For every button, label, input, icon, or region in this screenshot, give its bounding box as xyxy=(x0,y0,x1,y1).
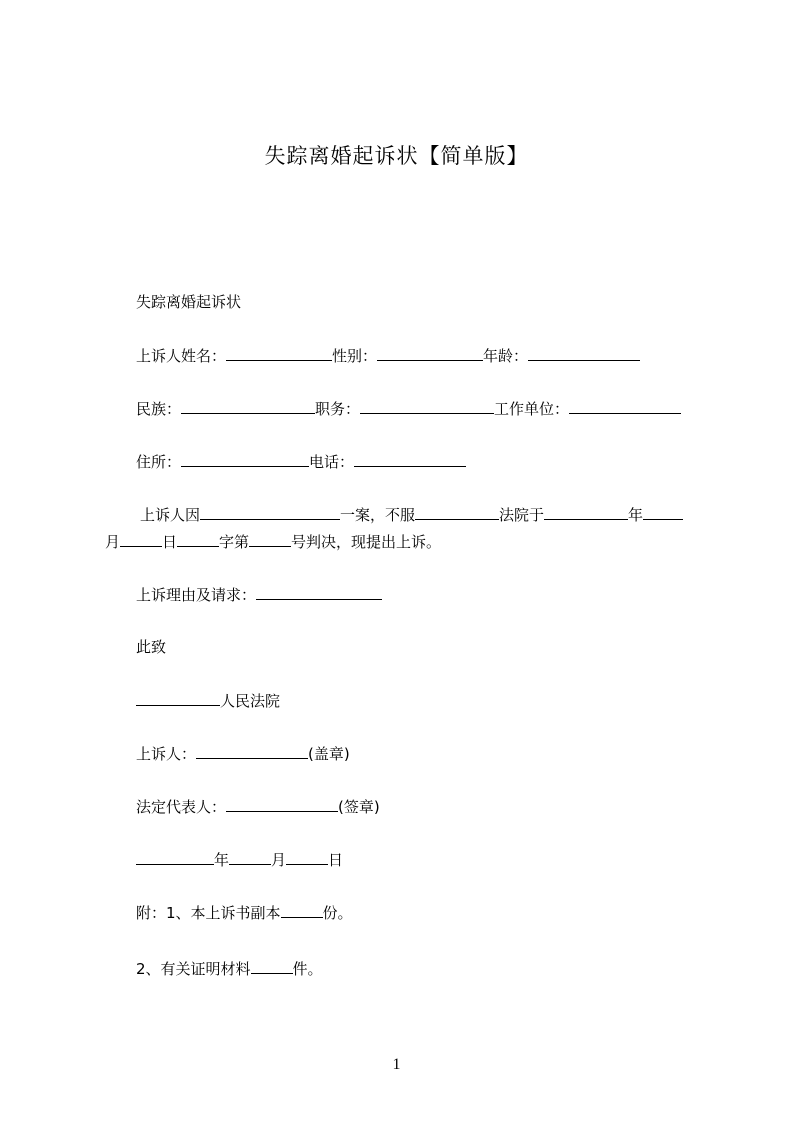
appeal-text: 法院于 xyxy=(499,506,545,524)
salutation: 此致 xyxy=(136,638,167,656)
ethnicity-label: 民族： xyxy=(136,400,182,418)
gender-label: 性别： xyxy=(332,347,378,365)
phone-label: 电话： xyxy=(309,453,355,471)
court-suffix: 人民法院 xyxy=(220,692,281,710)
legal-rep-row xyxy=(136,794,380,819)
appeal-text: 日 xyxy=(162,533,178,551)
appeal-text: 上诉人因 xyxy=(140,506,201,524)
appeal-paragraph-line1 xyxy=(140,502,683,527)
appeal-text: 年 xyxy=(628,506,644,524)
appeal-text: 月 xyxy=(105,533,121,551)
position-label: 职务： xyxy=(315,400,361,418)
appellant-info-row xyxy=(136,343,640,368)
reasons-blank[interactable] xyxy=(256,582,382,600)
phone-blank[interactable] xyxy=(354,449,466,467)
attachment-1-text: 附：1、本上诉书副本 xyxy=(136,904,281,922)
year-blank[interactable] xyxy=(136,847,214,865)
attachment-2-suffix: 件。 xyxy=(292,960,323,978)
address-blank[interactable] xyxy=(181,449,309,467)
court-name-blank[interactable] xyxy=(136,688,220,706)
employer-blank[interactable] xyxy=(569,396,681,414)
legal-rep-blank[interactable] xyxy=(226,794,338,812)
reasons-label: 上诉理由及请求： xyxy=(136,586,257,604)
appellant-label: 上诉人： xyxy=(136,745,197,763)
age-label: 年龄： xyxy=(483,347,529,365)
ethnicity-blank[interactable] xyxy=(181,396,315,414)
page-number: 1 xyxy=(392,1056,401,1073)
age-blank[interactable] xyxy=(528,343,640,361)
ruling-year-blank[interactable] xyxy=(544,502,628,520)
case-blank[interactable] xyxy=(200,502,340,520)
legal-rep-label: 法定代表人： xyxy=(136,798,227,816)
name-blank[interactable] xyxy=(226,343,332,361)
attachment-2-text: 2、有关证明材料 xyxy=(136,960,251,978)
court-blank[interactable] xyxy=(415,502,499,520)
attachment-2 xyxy=(136,956,323,981)
case-code-blank[interactable] xyxy=(177,529,219,547)
day-label: 日 xyxy=(328,851,344,869)
heading: 失踪离婚起诉状 xyxy=(136,293,242,311)
seal-note: (盖章) xyxy=(308,745,350,763)
attachment-1-suffix: 份。 xyxy=(322,904,353,922)
ruling-day-blank[interactable] xyxy=(120,529,162,547)
ruling-month-blank[interactable] xyxy=(643,502,683,520)
month-blank[interactable] xyxy=(229,847,271,865)
ethnicity-row xyxy=(136,396,681,421)
appeal-paragraph-line2 xyxy=(105,529,441,554)
appellant-sign-row xyxy=(136,741,350,766)
address-row xyxy=(136,449,466,474)
day-blank[interactable] xyxy=(286,847,328,865)
date-row xyxy=(136,847,343,872)
appellant-blank[interactable] xyxy=(196,741,308,759)
sign-note: (签章) xyxy=(338,798,380,816)
court-row xyxy=(136,688,280,713)
appeal-text: 字第 xyxy=(219,533,250,551)
month-label: 月 xyxy=(271,851,287,869)
document-title: 失踪离婚起诉状【简单版】 xyxy=(264,144,529,168)
gender-blank[interactable] xyxy=(377,343,483,361)
address-label: 住所： xyxy=(136,453,182,471)
case-number-blank[interactable] xyxy=(249,529,291,547)
position-blank[interactable] xyxy=(360,396,494,414)
evidence-count-blank[interactable] xyxy=(251,956,293,974)
year-label: 年 xyxy=(214,851,230,869)
employer-label: 工作单位： xyxy=(494,400,570,418)
appeal-text: 一案，不服 xyxy=(340,506,416,524)
appeal-text: 号判决，现提出上诉。 xyxy=(291,533,442,551)
copies-blank[interactable] xyxy=(281,900,323,918)
attachment-1 xyxy=(136,900,353,925)
reasons-row xyxy=(136,582,382,607)
name-label: 上诉人姓名： xyxy=(136,347,227,365)
